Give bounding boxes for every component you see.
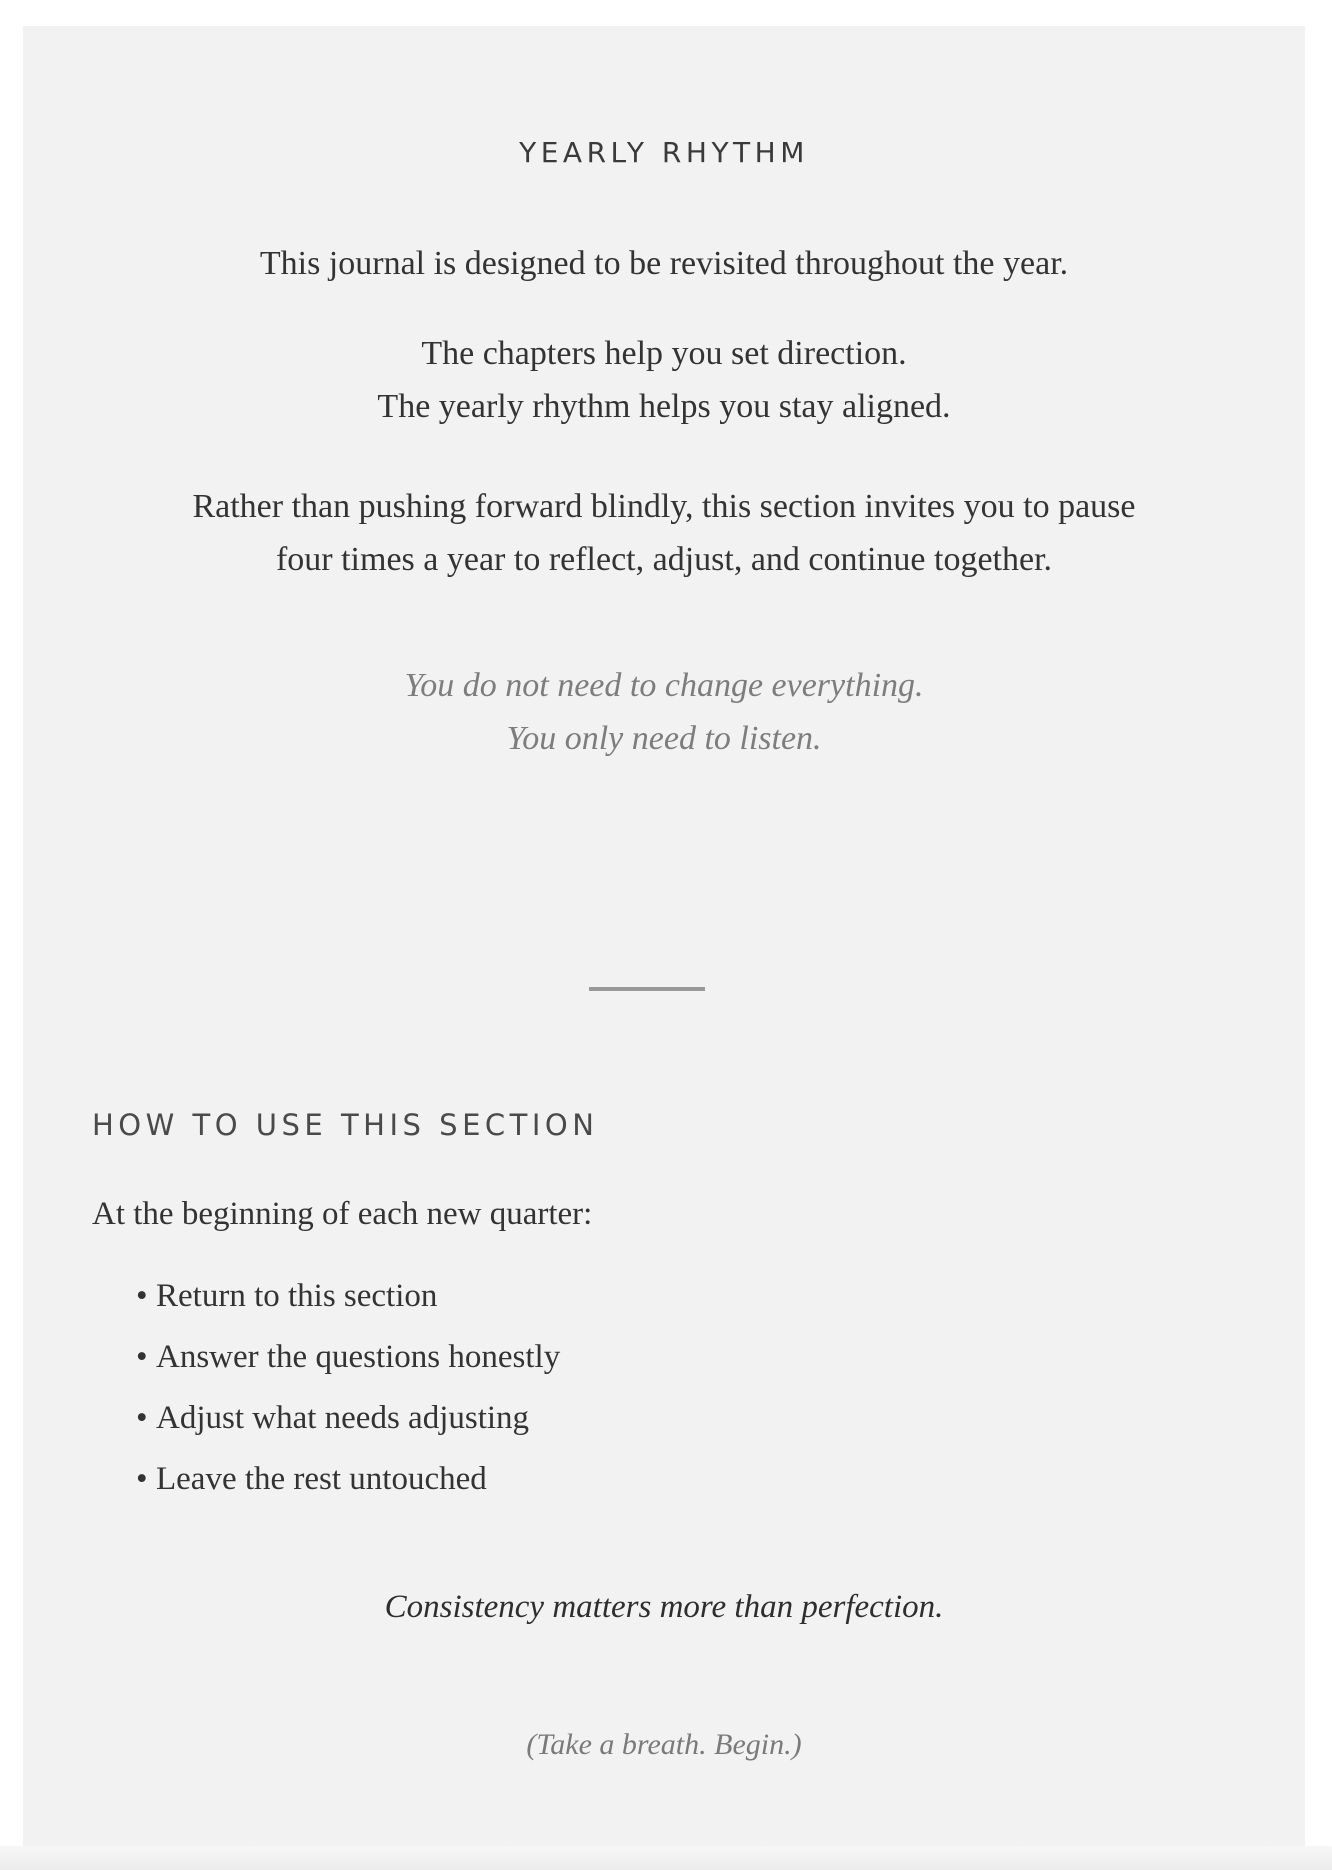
bullet-icon: • bbox=[136, 1339, 148, 1375]
step-text: Answer the questions honestly bbox=[156, 1339, 561, 1375]
list-item bbox=[136, 1335, 560, 1396]
bullet-icon: • bbox=[136, 1278, 148, 1314]
steps-list bbox=[136, 1274, 560, 1518]
page-bottom-edge bbox=[0, 1846, 1332, 1870]
section-lead: At the beginning of each new quarter: bbox=[92, 1196, 593, 1232]
step-text: Adjust what needs adjusting bbox=[156, 1400, 530, 1436]
quote-line-1: You do not need to change everything. bbox=[404, 667, 924, 704]
step-text: Leave the rest untouched bbox=[156, 1461, 487, 1497]
footer-note: (Take a breath. Begin.) bbox=[526, 1728, 802, 1761]
intro-paragraph-1: This journal is designed to be revisited throughout the year. bbox=[259, 245, 1069, 282]
section-heading: HOW TO USE THIS SECTION bbox=[92, 1108, 599, 1142]
bullet-icon: • bbox=[136, 1461, 148, 1497]
closing-statement: Consistency matters more than perfection. bbox=[384, 1589, 944, 1625]
section-divider bbox=[589, 987, 705, 991]
quote-line-2: You only need to listen. bbox=[506, 720, 822, 757]
bullet-icon: • bbox=[136, 1400, 148, 1436]
intro-paragraph-2-line-2: The yearly rhythm helps you stay aligned. bbox=[377, 388, 951, 425]
intro-paragraph-3-line-2: four times a year to reflect, adjust, and continue together. bbox=[275, 541, 1053, 578]
list-item bbox=[136, 1274, 560, 1335]
intro-paragraph-2-line-1: The chapters help you set direction. bbox=[421, 335, 907, 372]
list-item bbox=[136, 1457, 560, 1518]
list-item bbox=[136, 1396, 560, 1457]
journal-page bbox=[23, 26, 1305, 1846]
intro-paragraph-3-line-1: Rather than pushing forward blindly, this section invites you to pause bbox=[192, 488, 1136, 525]
page-title: YEARLY RHYTHM bbox=[519, 135, 809, 169]
step-text: Return to this section bbox=[156, 1278, 438, 1314]
